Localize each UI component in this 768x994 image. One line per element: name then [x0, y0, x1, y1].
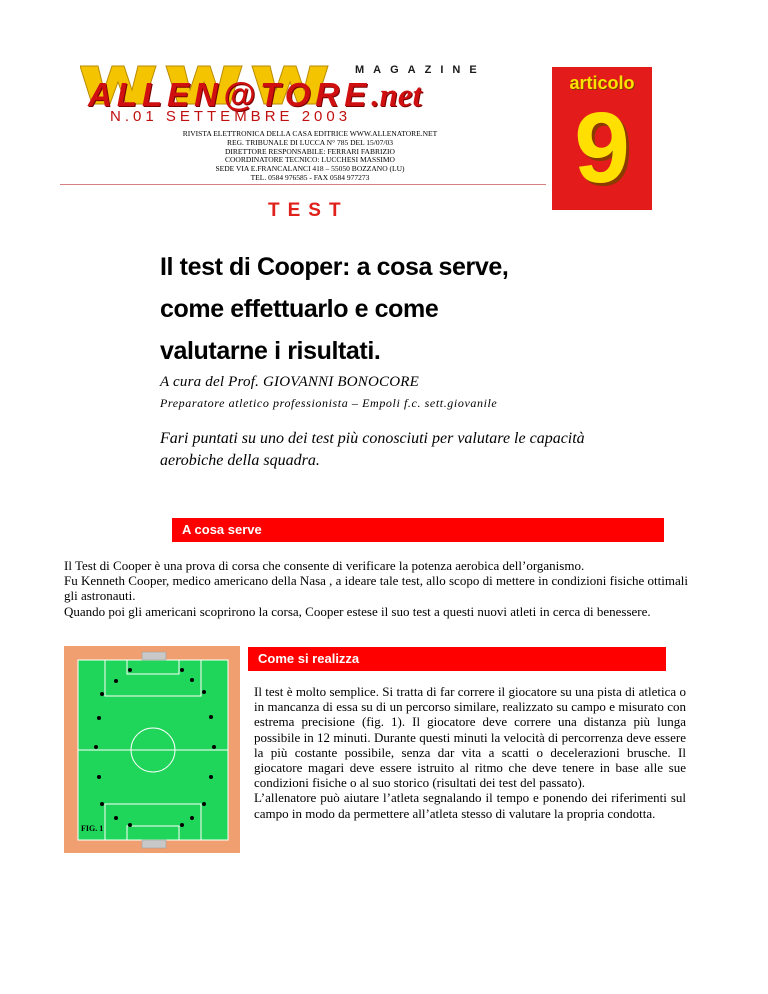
section-heading-bar	[172, 518, 664, 542]
section-heading: A cosa serve	[182, 522, 262, 537]
field-figure	[64, 646, 240, 853]
registration-line: REG. TRIBUNALE DI LUCCA N° 785 DEL 15/07/03	[227, 137, 393, 147]
lead-paragraph: Fari puntati su uno dei test più conosciuti per valutare le capacità aerobiche della squadra.	[160, 430, 585, 469]
registration-line: TEL. 0584 976585 - FAX 0584 977273	[250, 172, 370, 182]
registration-line: SEDE VIA E.FRANCALANCI 418 – 55050 BOZZANO (LU)	[215, 164, 405, 174]
body-paragraph: Fu Kenneth Cooper, medico americano della Nasa , a ideare tale test, allo scopo di mettere in condizioni fisiche ottimali gli astronauti.	[64, 573, 688, 604]
body-paragraph: Il Test di Cooper è una prova di corsa che consente di verificare la potenza aerobica dell’organismo.	[64, 558, 585, 573]
article-badge-number: 9	[574, 92, 630, 204]
section-heading: Come si realizza	[258, 651, 360, 666]
body-paragraph: L’allenatore può aiutare l’atleta segnalando il tempo e ponendo dei riferimenti sul campo in modo da permettere all’atleta stesso di valutare la propria condotta.	[254, 790, 686, 821]
article-badge-label: articolo	[569, 73, 635, 93]
body-paragraph: Il test è molto semplice. Si tratta di far correre il giocatore su una pista di atletica o in mancanza di essa su di un percorso similare, realizzato su campo e misurato con estrema precisione (fig. 1). Il giocatore deve correre una distanza più lunga possibile in 12 minuti. Durante questi minuti la velocità di percorrenza deve essere la più costante possibile, senza dar vita a scatti o decelerazioni brusche. Il giocatore magari deve essere istruito al ritmo che deve tenere in base alle sue condizioni fisiche o al suo storico (risultati dei test del passato).	[254, 684, 686, 791]
goal-top	[142, 652, 166, 660]
registration-line: COORDINATORE TECNICO: LUCCHESI MASSIMO	[225, 155, 395, 165]
article-badge	[552, 67, 652, 210]
body-paragraph: Quando poi gli americani scoprirono la corsa, Cooper estese il suo test a questi nuovi atleti in cerca di benessere.	[64, 603, 651, 619]
author-role: Preparatore atletico professionista – Empoli f.c. sett.giovanile	[160, 396, 498, 410]
figure-label: FIG. 1	[81, 824, 104, 833]
football-field-diagram	[64, 646, 240, 853]
title-line: valutarne i risultati.	[160, 337, 381, 365]
article-title	[160, 246, 630, 372]
title-line: come effettuarlo e come	[160, 295, 439, 323]
section-label: TEST	[268, 200, 349, 221]
logo-suffix: .net	[371, 78, 422, 114]
masthead-divider	[60, 184, 546, 185]
logo-magazine-word: MAGAZINE	[355, 64, 486, 76]
goal-bottom	[142, 840, 166, 848]
section-body	[254, 684, 686, 821]
logo-text: ALLEN@TORE	[88, 76, 372, 113]
registration-line: DIRETTORE RESPONSABILE: FERRARI FABRIZIO	[225, 146, 395, 156]
section-heading-bar	[248, 647, 666, 671]
issue-line: N.01 SETTEMBRE 2003	[110, 108, 352, 125]
author-credit: A cura del Prof. GIOVANNI BONOCORE	[160, 374, 419, 390]
section-body	[64, 558, 704, 619]
title-line: Il test di Cooper: a cosa serve,	[160, 253, 509, 281]
registration-block	[150, 130, 470, 183]
registration-line: RIVISTA ELETTRONICA DELLA CASA EDITRICE WWW.ALLENATORE.NET	[182, 129, 438, 138]
